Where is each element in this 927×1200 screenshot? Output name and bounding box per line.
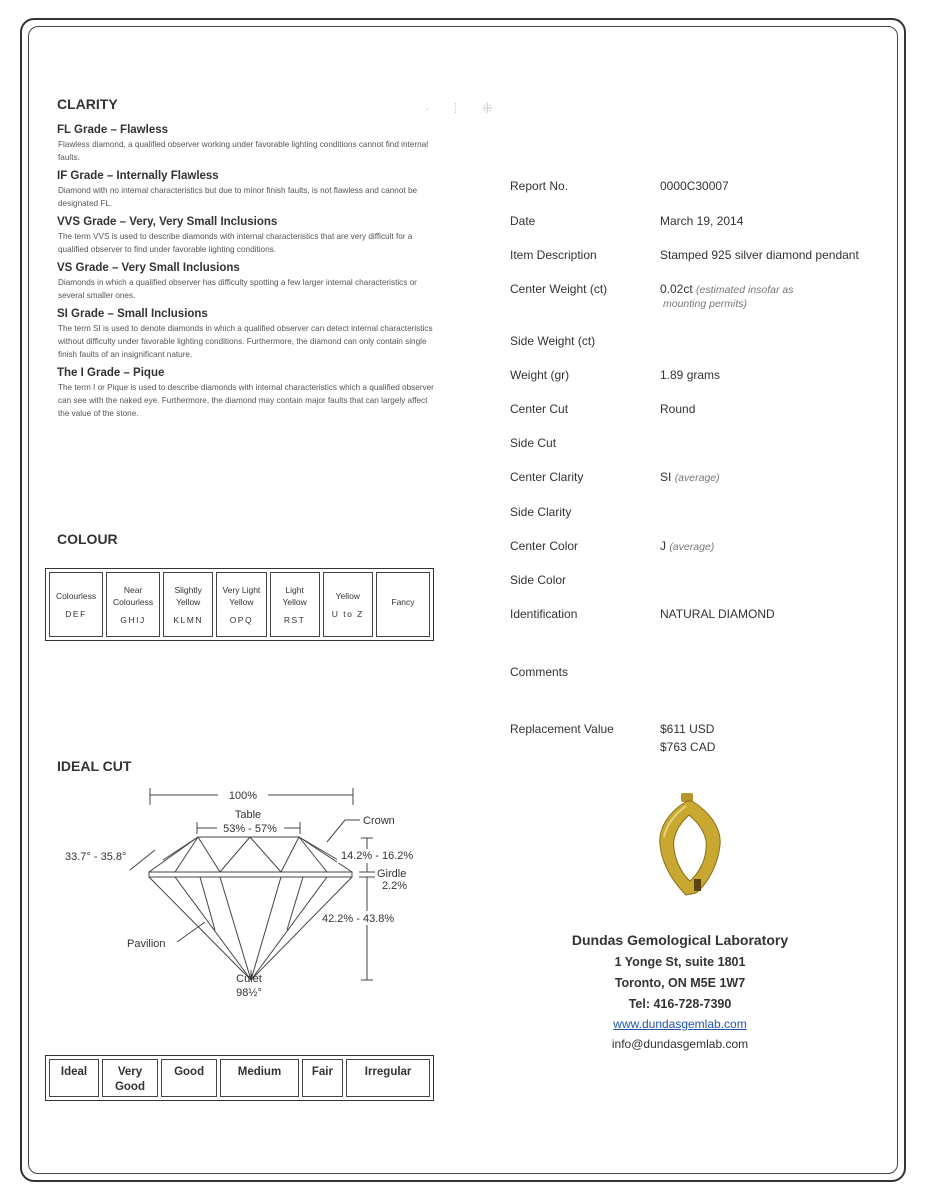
colour-label: Light Yellow bbox=[282, 584, 307, 607]
diamond-proportions-diagram bbox=[55, 780, 435, 1010]
report-value: Stamped 925 silver diamond pendant bbox=[660, 248, 859, 262]
report-value-group bbox=[660, 539, 714, 553]
report-label: Side Weight (ct) bbox=[510, 334, 596, 348]
report-label: Center Cut bbox=[510, 402, 569, 416]
report-label: Center Clarity bbox=[510, 470, 584, 484]
scan-artifact: · ⁞ ⁜ bbox=[425, 100, 504, 116]
report-label: Side Clarity bbox=[510, 505, 572, 519]
report-label: Date bbox=[510, 214, 536, 228]
colour-label: Fancy bbox=[391, 596, 415, 607]
colour-cell bbox=[270, 572, 320, 637]
culet-angle: 98½° bbox=[236, 987, 262, 999]
report-value: J bbox=[660, 539, 666, 553]
girdle-value: 2.2% bbox=[382, 880, 408, 892]
colour-scale-table bbox=[45, 568, 434, 641]
pavilion-pointer bbox=[177, 922, 205, 942]
cut-grade-cell: Irregular bbox=[346, 1059, 430, 1097]
grade-title: SI Grade – Small Inclusions bbox=[57, 308, 208, 320]
grade-text: The term I or Pique is used to describe diamonds with internal characteristics which a qualified observer can see with the naked eye. Furthermore, the diamond may contain major faults that can largely affect the value of the stone. bbox=[58, 383, 434, 418]
grade-text: Diamonds in which a qualified observer has difficulty spotting a few larger internal characteristics or several smaller ones. bbox=[58, 278, 417, 300]
report-value: NATURAL DIAMOND bbox=[660, 607, 775, 621]
lab-address-1: 1 Yonge St, suite 1801 bbox=[614, 955, 746, 969]
crown-pointer bbox=[327, 820, 345, 842]
grade-text: The term VVS is used to describe diamonds with internal characteristics that are very difficult for a qualified observer to find under favorable lighting conditions. bbox=[58, 232, 413, 254]
report-label: Comments bbox=[510, 665, 569, 679]
grade-text: Diamond with no internal characteristics but due to minor finish faults, is not flawless and cannot be designated FL. bbox=[58, 186, 418, 208]
grade-title: VVS Grade – Very, Very Small Inclusions bbox=[57, 216, 278, 228]
colour-cell bbox=[106, 572, 160, 637]
total-width-label: 100% bbox=[228, 790, 258, 802]
report-note: (average) bbox=[674, 472, 720, 484]
table-range: 53% - 57% bbox=[223, 823, 277, 835]
clarity-grade bbox=[57, 170, 437, 210]
colour-label: Near Colourless bbox=[112, 584, 154, 607]
colour-cell bbox=[323, 572, 373, 637]
lab-address-2: Toronto, ON M5E 1W7 bbox=[614, 976, 746, 990]
report-label: Item Description bbox=[510, 248, 597, 262]
diamond-shape bbox=[149, 837, 352, 980]
report-value: 1.89 grams bbox=[660, 368, 721, 382]
report-label: Replacement Value bbox=[510, 722, 614, 736]
colour-grades: U to Z bbox=[331, 608, 364, 619]
clarity-grade bbox=[57, 308, 437, 361]
colour-heading: COLOUR bbox=[57, 531, 118, 547]
clarity-grade bbox=[57, 216, 437, 256]
report-value: $611 USD bbox=[660, 722, 715, 736]
report-label: Report No. bbox=[510, 179, 569, 193]
lab-website-link[interactable]: www.dundasgemlab.com bbox=[613, 1017, 747, 1031]
lab-contact-block bbox=[545, 932, 815, 1051]
colour-label: Very Light Yellow bbox=[222, 584, 261, 607]
lab-name: Dundas Gemological Laboratory bbox=[571, 932, 789, 948]
colour-cell bbox=[376, 572, 430, 637]
report-label: Side Cut bbox=[510, 436, 557, 450]
grade-text: Flawless diamond, a qualified observer working under favorable lighting conditions cannot find internal faults. bbox=[58, 140, 429, 162]
girdle-label: Girdle bbox=[377, 868, 407, 880]
report-label: Side Color bbox=[510, 573, 567, 587]
colour-grades: RST bbox=[283, 614, 306, 625]
report-note: (average) bbox=[669, 541, 715, 553]
report-note: (estimated insofar as bbox=[696, 284, 794, 296]
cut-grade-cell: Good bbox=[161, 1059, 217, 1097]
colour-grades: OPQ bbox=[229, 614, 254, 625]
grade-title: FL Grade – Flawless bbox=[57, 124, 169, 136]
crown-height-label: 14.2% - 16.2% bbox=[341, 850, 414, 862]
cut-grade-cell: Medium bbox=[220, 1059, 298, 1097]
pendant-photo bbox=[650, 793, 730, 903]
report-label: Center Color bbox=[510, 539, 579, 553]
crown-label: Crown bbox=[363, 815, 395, 827]
crown-angle-label: 33.7° - 35.8° bbox=[65, 851, 127, 863]
ideal-cut-heading: IDEAL CUT bbox=[57, 758, 132, 774]
colour-cell bbox=[216, 572, 266, 637]
clarity-section bbox=[57, 96, 437, 420]
cut-grade-table bbox=[45, 1055, 434, 1101]
colour-grades: GHIJ bbox=[120, 614, 146, 625]
report-label: Center Weight (ct) bbox=[510, 282, 608, 296]
report-value: $763 CAD bbox=[660, 740, 716, 754]
report-value: March 19, 2014 bbox=[660, 214, 744, 228]
clarity-grade bbox=[57, 124, 437, 164]
clarity-grade bbox=[57, 367, 437, 420]
report-value-group bbox=[660, 722, 715, 754]
colour-grades: KLMN bbox=[173, 614, 203, 625]
crown-angle-pointer bbox=[130, 850, 155, 870]
pavilion-label: Pavilion bbox=[127, 938, 166, 950]
report-value: SI bbox=[660, 470, 672, 484]
report-label: Identification bbox=[510, 607, 578, 621]
report-value-group bbox=[660, 470, 720, 484]
grade-title: The I Grade – Pique bbox=[57, 367, 165, 379]
lab-email: info@dundasgemlab.com bbox=[611, 1037, 749, 1051]
colour-label: Slightly Yellow bbox=[174, 584, 202, 607]
report-value-group bbox=[660, 282, 794, 310]
pavilion-depth-label: 42.2% - 43.8% bbox=[322, 913, 395, 925]
report-value: 0.02ct bbox=[660, 282, 693, 296]
report-value: 0000C30007 bbox=[660, 179, 729, 193]
cut-grade-cell: Very Good bbox=[102, 1059, 158, 1097]
clarity-heading: CLARITY bbox=[57, 96, 118, 112]
table-label: Table bbox=[234, 809, 262, 821]
lab-phone: Tel: 416-728-7390 bbox=[628, 997, 732, 1011]
grade-title: IF Grade – Internally Flawless bbox=[57, 170, 219, 182]
colour-label: Yellow bbox=[335, 590, 360, 601]
grade-title: VS Grade – Very Small Inclusions bbox=[57, 262, 240, 274]
colour-grades: DEF bbox=[65, 608, 87, 619]
report-label: Weight (gr) bbox=[510, 368, 570, 382]
colour-label: Colourless bbox=[55, 590, 97, 601]
colour-cell bbox=[163, 572, 213, 637]
report-note: mounting permits) bbox=[663, 298, 748, 310]
clarity-grade bbox=[57, 262, 437, 302]
culet-label: Culet bbox=[236, 973, 262, 985]
pendant-clasp bbox=[694, 879, 701, 891]
grade-text: The term SI is used to denote diamonds in which a qualified observer can detect internal characteristics without difficulty under favorable lighting conditions. Furthermore, the diamond can only contain single finish faults of an insignificant nature. bbox=[58, 324, 433, 359]
report-value: Round bbox=[660, 402, 696, 416]
colour-cell bbox=[49, 572, 103, 637]
cut-grade-cell: Ideal bbox=[49, 1059, 99, 1097]
cut-grade-cell: Fair bbox=[302, 1059, 343, 1097]
